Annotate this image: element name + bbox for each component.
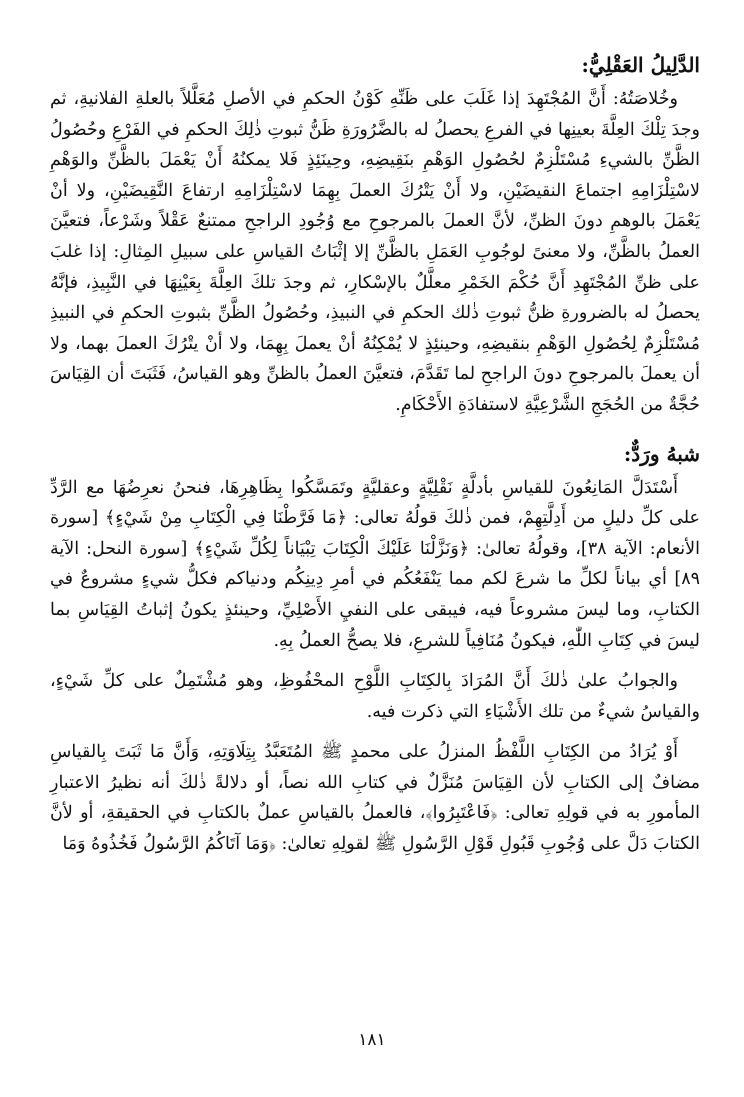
section-spacer xyxy=(50,421,700,439)
paragraph-objectors-evidence: أَسْتَدَلَّ المَانِعُونَ للقياسِ بأدلَّةٍ نَقْلِيَّةٍ وعقليَّةٍ وتَمَسَّكُوا بِظَاهِرِهَا، فنحنُ نعرِضُهَا مع الرَّدِّ على كلِّ دليلٍ من أَدِلَّتِهِمْ، فمن ذٰلكَ قولُهُ تعالى: ﴿مَا فَرَّطْنَا فِي الْكِتَابِ مِنْ شَيْءٍ﴾ [سورة الأنعام: الآية ٣٨]، وقولُهُ تعالىٰ: ﴿وَنَزَّلْنَا عَلَيْكَ الْكِتَابَ تِبْيَاناً لِكُلِّ شَيْءٍ﴾ [سورة النحل: الآية ٨٩] أي بياناً لكلِّ ما شرعَ لكم مما يَنْفَعُكُم في أمرِ دِينِكُم ودنياكم فكلُّ شيءٍ مشروعٌ في الكتابِ، وما ليسَ مشروعاً فيه، فيبقى على النفيِ الأَصْلِيِّ، وحينئذٍ يكونُ إثباتُ القِيَاسِ بما ليسَ في كِتَابِ اللّٰهِ، فيكونُ مُنَافِياً للشرعِ، فلا يصحُّ العملُ بِهِ. xyxy=(50,477,700,651)
section-heading-doubt-and-rebuttal: شبهُ ورَدٌّ: xyxy=(623,441,700,466)
page-body xyxy=(50,50,700,1040)
paragraph-second-answer: أَوْ يُرَادُ من الكِتَابِ اللَّفْظُ المنزلُ على محمدٍ ﷺ المُتَعَبَّدُ بِتِلَاوَتِهِ، وَأَنَّ مَا ثَبَتَ بِالقياسِ مضافٌ إلى الكتابِ لأن القِيَاسَ مُنَزَّلٌ في كتابِ الله نصاً، أو دلالةً ذٰلكَ أنه نظيرُ الاعتبارِ المأمورِ به في قولِهِ تعالى: ﴿فَاعْتَبِرُوا﴾، فالعملُ بالقياسِ عملٌ بالكتابِ في الحقيقةِ، أو لأنَّ الكتابَ دَلَّ على وُجُوبِ قَبُولِ قَوْلِ الرَّسُولِ ﷺ لقولِهِ تعالىٰ: ﴿وَمَا آتَاكُمُ الرَّسُولُ فَخُذُوهُ وَمَا xyxy=(50,742,700,855)
paragraph-rational-evidence: وخُلاصَتُهُ: أَنَّ المُجْتَهِدَ إذا غَلَبَ على ظَنِّهِ كَوْنُ الحكمِ في الأصلِ مُعَلَّلاً بالعلةِ الفلانيةِ، ثم وجدَ تِلْكَ العِلَّةَ بعينِها في الفرعِ يحصلُ له بالضَّرُورَةِ ظَنُّ ثبوتِ ذٰلِكَ الحكمِ في الفَرْعِ وحُصُولُ الظَّنِّ بالشيءِ مُسْتَلْزِمٌ لحُصُولِ الوَهْمِ بنَقِيضِهِ، وحِينَئِذٍ فَلا يمكنُهُ أَنْ يَعْمَلَ بالظَّنِّ والوَهْمِ لاسْتِلْزَامِهِ اجتماعَ النقيضَيْنِ، ولا أَنْ يَتْرُكَ العملَ بِهِمَا لاسْتِلْزَامِهِ ارتفاعَ النَّقِيضَيْنِ، ولا أنْ يَعْمَلَ بالوهمِ دونَ الظنِّ، لأنَّ العملَ بالمرجوحِ مع وُجُودِ الراجحِ ممتنعٌ عَقْلاً وشَرْعاً، فتعيَّنَ العملُ بالظَّنِّ، ولا معنىً لوجُوبِ العَمَلِ بالظَّنِّ إلا إثْبَاتُ القياسِ على سبيلِ المِثالِ: إذا غلبَ على ظنِّ المُجْتَهِدِ أَنَّ حُكْمَ الخَمْرِ معلَّلٌ بالإسْكارِ، ثم وجدَ تلكَ العِلَّةَ بِعَيْنِهَا في النَّبِيذِ، فإنَّهُ يحصلُ له بالضرورةِ ظنُّ ثبوتِ ذٰلك الحكمِ في النبيذِ، وحُصُولُ الظَّنِّ بثبوتِ الحكمِ في النبيذِ مُسْتَلْزِمٌ لِحُصُولِ الوَهْمِ بنقيضِهِ، وحينئِذٍ لا يُمْكِنُهُ أنْ يعملَ بِهِمَا، ولا أنْ يتْرُكَ العملَ بهما، ولا أن يعملَ بالمرجوحِ دونَ الراجحِ لما تَقَدَّمَ، فتعيَّنَ العملُ بالظنِّ وهو القياسُ، فَثَبَتَ أن القِيَاسَ حُجَّةٌ من الحُجَجِ الشَّرْعِيَّةِ لاستفادَةِ الأَحْكَامِ. xyxy=(50,89,700,415)
page-number: ١٨١ xyxy=(358,1030,386,1050)
section-heading-rational-evidence: الدَّلِيلُ العَقْلِيُّ: xyxy=(581,53,700,77)
paragraph-answer: والجوابُ علىٰ ذٰلكَ أَنَّ المُرَادَ بِالكِتَابِ اللَّوْحِ المحْفُوظِ، وهو مُشْتَمِلٌ على كلِّ شَيْءٍ، والقياسُ شيءٌ من تلك الأَشْيَاءِ التي ذكرت فيه. xyxy=(50,671,700,722)
